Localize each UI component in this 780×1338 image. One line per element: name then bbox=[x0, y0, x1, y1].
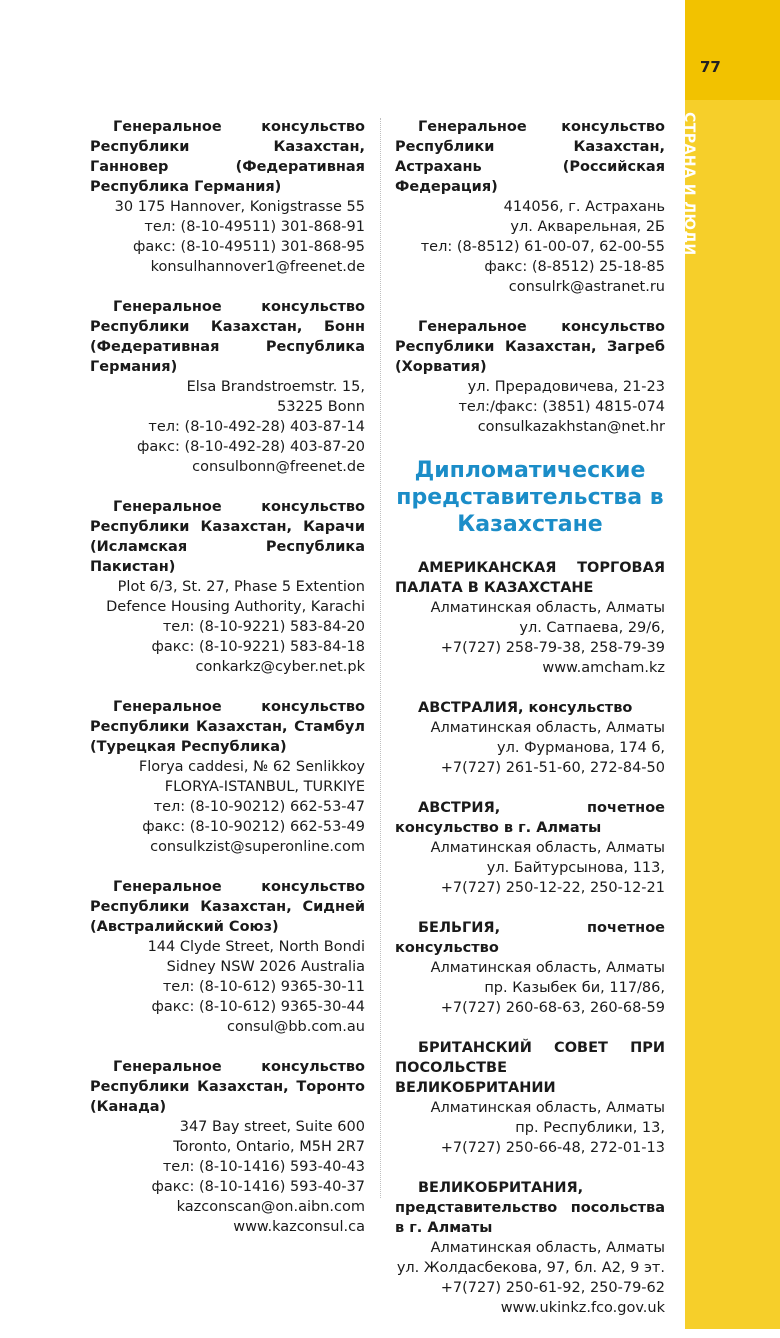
entry-line: тел: (8-10-612) 9365-30-11 bbox=[162, 979, 365, 995]
entry-name: АМЕРИКАНСКАЯ ТОРГОВАЯ ПАЛАТА В КАЗАХСТАНЕ bbox=[395, 560, 665, 596]
entry-line: ул. Байтурсынова, 113, bbox=[486, 860, 665, 876]
entry-email[interactable]: kazconscan@on.aibn.com bbox=[176, 1199, 365, 1215]
consulate-entry bbox=[90, 117, 365, 277]
entry-line: ул. Прерадовичева, 21-23 bbox=[467, 379, 665, 395]
consulate-entry bbox=[90, 1057, 365, 1237]
entry-line: пр. Республики, 13, bbox=[515, 1120, 665, 1136]
entry-name: Генеральное консульство Республики Казахстан, Бонн (Федеративная Республика Германия) bbox=[90, 299, 365, 375]
entry-line: тел: (8-10-1416) 593-40-43 bbox=[162, 1159, 365, 1175]
entry-line: Алматинская область, Алматы bbox=[430, 840, 665, 856]
entry-line: ул. Фурманова, 174 б, bbox=[497, 740, 665, 756]
entry-line: 347 Bay street, Suite 600 bbox=[179, 1119, 365, 1135]
entry-line: ул. Сатпаева, 29/6, bbox=[519, 620, 665, 636]
entry-name: БРИТАНСКИЙ СОВЕТ ПРИ ПОСОЛЬСТВЕ ВЕЛИКОБРИТАНИИ bbox=[395, 1040, 665, 1096]
entry-line: ул. Акварельная, 2Б bbox=[510, 219, 665, 235]
side-band bbox=[685, 0, 780, 1329]
entry-email[interactable]: conkarkz@cyber.net.pk bbox=[195, 659, 365, 675]
entry-line: Алматинская область, Алматы bbox=[430, 960, 665, 976]
entry-name: Генеральное консульство Республики Казахстан, Сидней (Австралийский Союз) bbox=[90, 879, 365, 935]
entry-line: Алматинская область, Алматы bbox=[430, 600, 665, 616]
mission-entry bbox=[395, 918, 665, 1018]
entry-line: +7(727) 261-51-60, 272-84-50 bbox=[440, 760, 665, 776]
page-tab bbox=[685, 0, 780, 100]
entry-name: Генеральное консульство Республики Казахстан, Торонто (Канада) bbox=[90, 1059, 365, 1115]
entry-line: факс: (8-10-492-28) 403-87-20 bbox=[137, 439, 365, 455]
entry-line: 53225 Bonn bbox=[277, 399, 365, 415]
entry-line: +7(727) 250-12-22, 250-12-21 bbox=[440, 880, 665, 896]
entry-line: +7(727) 250-61-92, 250-79-62 bbox=[440, 1280, 665, 1296]
entry-website[interactable]: www.kazconsul.ca bbox=[233, 1219, 365, 1235]
entry-line: тел:/факс: (3851) 4815-074 bbox=[458, 399, 665, 415]
entry-line: тел: (8-10-9221) 583-84-20 bbox=[162, 619, 365, 635]
consulate-entry bbox=[395, 317, 665, 437]
entry-name: Генеральное консульство Республики Казахстан, Карачи (Исламская Республика Пакистан) bbox=[90, 499, 365, 575]
entry-name: Генеральное консульство Республики Казахстан, Стамбул (Турецкая Республика) bbox=[90, 699, 365, 755]
entry-email[interactable]: consulbonn@freenet.de bbox=[192, 459, 365, 475]
entry-line: Sidney NSW 2026 Australia bbox=[166, 959, 365, 975]
entry-website[interactable]: www.ukinkz.fco.gov.uk bbox=[500, 1300, 665, 1316]
consulate-entry bbox=[395, 117, 665, 297]
entry-email[interactable]: consulkazakhstan@net.hr bbox=[477, 419, 665, 435]
entry-line: Алматинская область, Алматы bbox=[430, 720, 665, 736]
mission-entry bbox=[395, 558, 665, 678]
left-column bbox=[90, 117, 365, 1257]
entry-line: тел: (8-10-492-28) 403-87-14 bbox=[148, 419, 365, 435]
right-column bbox=[395, 117, 665, 1338]
entry-line: FLORYA-ISTANBUL, TURKIYE bbox=[164, 779, 365, 795]
entry-name: Генеральное консульство Республики Казахстан, Астрахань (Российская Федерация) bbox=[395, 119, 665, 195]
mission-entry bbox=[395, 798, 665, 898]
entry-line: факс: (8-8512) 25-18-85 bbox=[484, 259, 665, 275]
entry-line: Elsa Brandstroemstr. 15, bbox=[186, 379, 365, 395]
entry-line: факс: (8-10-612) 9365-30-44 bbox=[151, 999, 365, 1015]
section-heading: Дипломатические представительства в Казахстане bbox=[396, 458, 664, 537]
mission-entry bbox=[395, 1178, 665, 1318]
entry-line: тел: (8-8512) 61-00-07, 62-00-55 bbox=[420, 239, 665, 255]
column-divider bbox=[380, 118, 381, 1198]
page-number: 77 bbox=[700, 58, 721, 76]
entry-line: Defence Housing Authority, Karachi bbox=[106, 599, 365, 615]
entry-website[interactable]: www.amcham.kz bbox=[542, 660, 665, 676]
entry-line: Plot 6/3, St. 27, Phase 5 Extention bbox=[117, 579, 365, 595]
consulate-entry bbox=[90, 297, 365, 477]
entry-line: Toronto, Ontario, M5H 2R7 bbox=[173, 1139, 365, 1155]
entry-line: факс: (8-10-49511) 301-868-95 bbox=[133, 239, 365, 255]
entry-line: ул. Жолдасбекова, 97, бл. А2, 9 эт. bbox=[396, 1260, 665, 1276]
entry-email[interactable]: consulrk@astranet.ru bbox=[508, 279, 665, 295]
entry-line: 30 175 Hannover, Konigstrasse 55 bbox=[114, 199, 365, 215]
section-label: СТРАНА И ЛЮДИ bbox=[681, 112, 697, 256]
entry-line: 144 Clyde Street, North Bondi bbox=[147, 939, 365, 955]
entry-email[interactable]: consul@bb.com.au bbox=[227, 1019, 365, 1035]
entry-name: ВЕЛИКОБРИТАНИЯ, представительство посольства в г. Алматы bbox=[395, 1180, 665, 1236]
entry-line: факс: (8-10-9221) 583-84-18 bbox=[151, 639, 365, 655]
entry-line: факс: (8-10-90212) 662-53-49 bbox=[142, 819, 365, 835]
entry-line: Алматинская область, Алматы bbox=[430, 1100, 665, 1116]
entry-name: АВСТРИЯ, почетное консульство в г. Алматы bbox=[395, 800, 665, 836]
entry-name: Генеральное консульство Республики Казахстан, Ганновер (Федеративная Республика Германия) bbox=[90, 119, 365, 195]
mission-entry bbox=[395, 1038, 665, 1158]
entry-line: 414056, г. Астрахань bbox=[503, 199, 665, 215]
entry-name: Генеральное консульство Республики Казахстан, Загреб (Хорватия) bbox=[395, 319, 665, 375]
entry-line: тел: (8-10-49511) 301-868-91 bbox=[144, 219, 365, 235]
entry-line: Florya caddesi, № 62 Senlikkoy bbox=[138, 759, 365, 775]
entry-line: Алматинская область, Алматы bbox=[430, 1240, 665, 1256]
consulate-entry bbox=[90, 497, 365, 677]
consulate-entry bbox=[90, 697, 365, 857]
entry-line: +7(727) 258-79-38, 258-79-39 bbox=[440, 640, 665, 656]
entry-email[interactable]: konsulhannover1@freenet.de bbox=[150, 259, 365, 275]
entry-name: АВСТРАЛИЯ, консульство bbox=[418, 700, 633, 716]
entry-line: факс: (8-10-1416) 593-40-37 bbox=[151, 1179, 365, 1195]
mission-entry bbox=[395, 698, 665, 778]
entry-line: пр. Казыбек би, 117/86, bbox=[484, 980, 665, 996]
entry-email[interactable]: consulkzist@superonline.com bbox=[150, 839, 365, 855]
entry-name: БЕЛЬГИЯ, почетное консульство bbox=[395, 920, 665, 956]
consulate-entry bbox=[90, 877, 365, 1037]
entry-line: +7(727) 260-68-63, 260-68-59 bbox=[440, 1000, 665, 1016]
entry-line: +7(727) 250-66-48, 272-01-13 bbox=[440, 1140, 665, 1156]
entry-line: тел: (8-10-90212) 662-53-47 bbox=[153, 799, 365, 815]
